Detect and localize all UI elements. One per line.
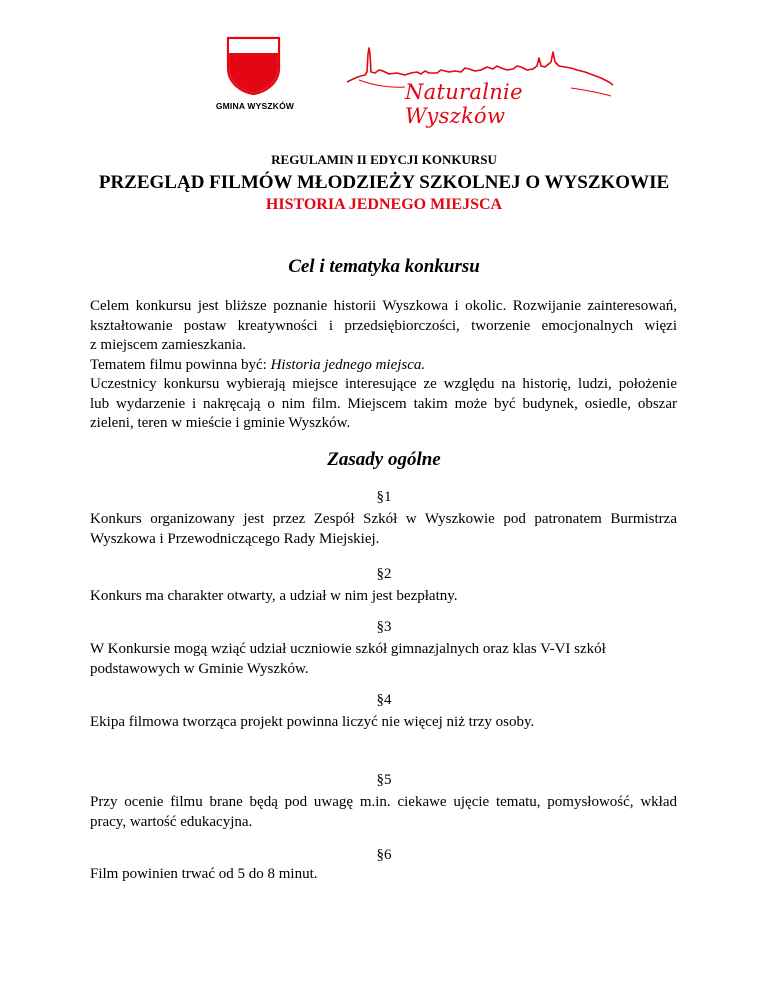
rule-line: Konkurs ma charakter otwarty, a udział w nim jest bezpłatny. [90,588,458,604]
regulation-title: REGULAMIN II EDYCJI KONKURSU [271,152,497,167]
rule-paragraph-6 [90,865,677,885]
crest-caption: GMINA WYSZKÓW [215,101,295,111]
section-heading-rules: Zasady ogólne [327,449,441,470]
rule-paragraph-4 [90,713,677,733]
rule-paragraph-5 [90,793,677,832]
section-mark-1: §1 [376,489,392,505]
rule-paragraph-3 [90,640,677,679]
choice-line: Uczestnicy konkursu wybierają miejsce interesujące ze względu na historię, ludzi, położenie [90,376,677,392]
rule-paragraph-1 [90,510,677,549]
brand-text: Naturalnie Wyszków [405,80,523,128]
rule-line: Ekipa filmowa tworząca projekt powinna liczyć nie więcej niż trzy osoby. [90,714,535,730]
contest-subtitle: HISTORIA JEDNEGO MIEJSCA [265,196,503,213]
rule-line: Wyszkowa i Przewodniczącego Rady Miejskiej. [90,530,380,547]
rule-line: W Konkursie mogą wziąć udział uczniowie szkół gimnazjalnych oraz klas V-VI szkół [90,641,606,657]
section-mark-2: §2 [376,566,392,582]
goal-paragraph [90,297,677,434]
gmina-crest-logo [200,36,310,124]
topic-title: Historia jednego miejsca. [270,356,426,373]
choice-line: lub wydarzenie i nakręcają o nim film. Miejscem takim może być budynek, osiedle, obszar [90,395,677,412]
rule-line: Konkurs organizowany jest przez Zespół Szkół w Wyszkowie pod patronatem Burmistrza [90,511,677,527]
goal-line: Celem konkursu jest bliższe poznanie historii Wyszkowa i okolic. Rozwijanie zainteresowań, [90,298,677,314]
section-mark-5: §5 [376,772,392,788]
topic-prefix: Tematem filmu powinna być: [90,356,271,373]
section-mark-6: §6 [376,847,392,863]
contest-title: PRZEGLĄD FILMÓW MŁODZIEŻY SZKOLNEJ O WYSZKOWIE [98,172,670,193]
naturalnie-wyszkow-logo [345,40,615,128]
topic-line [90,356,677,376]
rule-line: podstawowych w Gminie Wyszków. [90,660,309,677]
rule-line: Przy ocenie filmu brane będą pod uwagę m.in. ciekawe ujęcie tematu, pomysłowość, wkład [90,794,677,810]
section-mark-3: §3 [376,619,392,635]
section-heading-goal: Cel i tematyka konkursu [288,256,480,277]
choice-line: zieleni, teren w mieście i gminie Wyszków. [90,415,351,431]
goal-line: kształtowanie postaw kreatywności i przedsiębiorczości, tworzenie emocjonalnych więzi [90,317,677,334]
section-mark-4: §4 [376,692,392,708]
rule-line: pracy, wartość edukacyjna. [90,813,253,830]
goal-line: z miejscem zamieszkania. [90,337,247,353]
rule-line: Film powinien trwać od 5 do 8 minut. [90,866,318,882]
crest-shield-icon [226,36,281,96]
rule-paragraph-2 [90,587,677,607]
